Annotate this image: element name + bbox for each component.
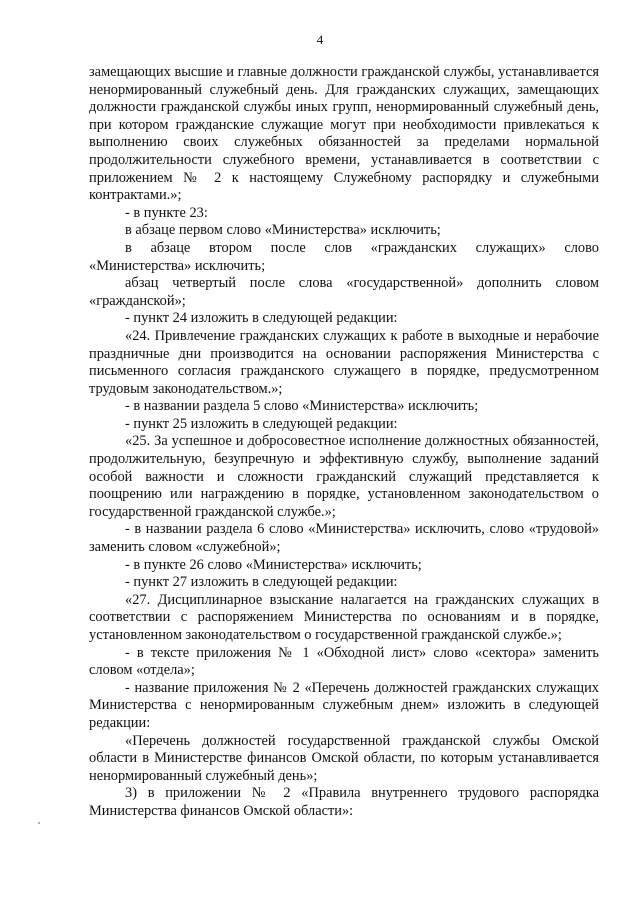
paragraph: в абзаце втором после слов «гражданских служащих» слово «Министерства» исключить; [89, 239, 599, 274]
paragraph: «Перечень должностей государственной гражданской службы Омской области в Министерстве финансов Омской области, по которым устанавливается ненормированный служебный день»; [89, 732, 599, 784]
paragraph: - в названии раздела 6 слово «Министерства» исключить, слово «трудовой» заменить словом «служебной»; [89, 521, 599, 556]
paragraph: в абзаце первом слово «Министерства» исключить; [125, 222, 441, 239]
scan-speck [38, 822, 40, 824]
page-number: 4 [316, 32, 324, 47]
paragraph: 3) в приложении № 2 «Правила внутреннего трудового распорядка Министерства финансов Омской области»: [89, 785, 599, 819]
paragraph: - пункт 24 изложить в следующей редакции: [125, 310, 398, 327]
paragraph: абзац четвертый после слова «государственной» дополнить словом «гражданской»; [89, 275, 599, 309]
paragraph: - пункт 27 изложить в следующей редакции: [125, 574, 398, 591]
paragraph: замещающих высшие и главные должности гражданской службы, устанавливается ненормированный служебный день. Для гражданских служащих, замещающих должности гражданской службы иных групп, ненормированный служебный день, при котором гражданские служащие могут при необходимости привлекаться к выполнению своих служебных обязанностей за пределами нормальной продолжительности служебного времени, устанавливается в соответствии с приложением № 2 к настоящему Служебному распорядку и служебными контрактами.»; [89, 64, 599, 204]
paragraph: «25. За успешное и добросовестное исполнение должностных обязанностей, продолжительную, безупречную и эффективную службу, выполнение заданий особой важности и сложности гражданский служащий представляется к поощрению или награждению в порядке, установленном законодательством о государственной гражданской службе.»; [89, 433, 599, 520]
document-body [89, 64, 599, 821]
paragraph: - в пункте 23: [125, 204, 208, 221]
paragraph: «24. Привлечение гражданских служащих к работе в выходные и нерабочие праздничные дни производится на основании распоряжения Министерства с письменного согласия гражданского служащего в порядке, предусмотренном трудовым законодательством.»; [89, 327, 599, 397]
paragraph: «27. Дисциплинарное взыскание налагается на гражданских служащих в соответствии с распоряжением Министерства по основаниям и в порядке, установленном законодательством о государственной гражданской службе.»; [89, 591, 599, 643]
paragraph: - название приложения № 2 «Перечень должностей гражданских служащих Министерства с ненормированным служебным днем» изложить в следующей редакции: [89, 679, 599, 731]
paragraph: - в названии раздела 5 слово «Министерства» исключить; [125, 398, 479, 415]
paragraph: - в тексте приложения № 1 «Обходной лист» слово «сектора» заменить словом «отдела»; [89, 644, 599, 679]
paragraph: - в пункте 26 слово «Министерства» исключить; [125, 556, 422, 573]
paragraph: - пункт 25 изложить в следующей редакции: [125, 415, 398, 432]
